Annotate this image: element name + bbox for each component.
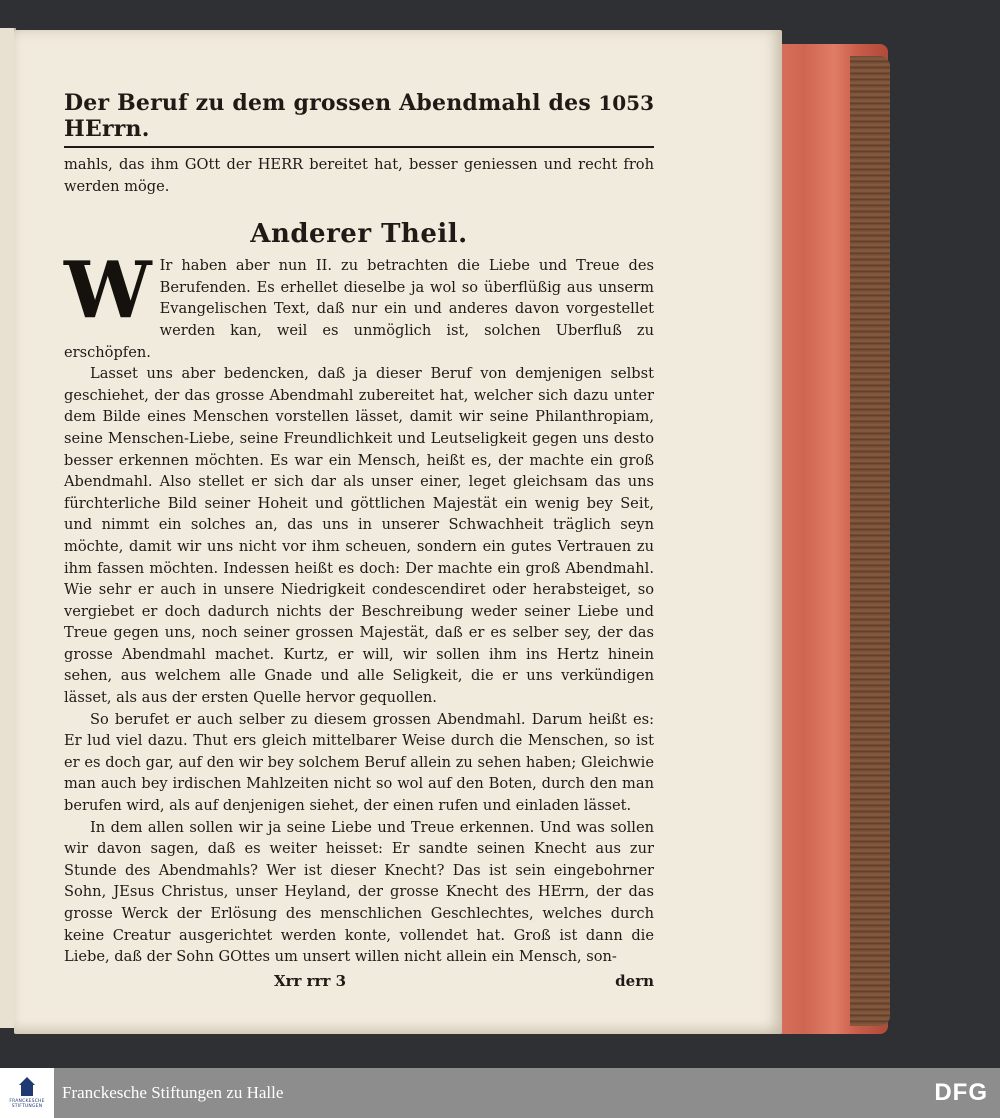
scanned-page bbox=[14, 30, 782, 1034]
opening-lines: mahls, das ihm GOtt der HERR bereitet hat, besser geniessen und recht froh werden möge. bbox=[64, 156, 654, 195]
dfg-logo[interactable]: DFG bbox=[934, 1079, 988, 1106]
drop-cap: W bbox=[64, 245, 152, 337]
paragraph-2: Lasset uns aber bedencken, daß ja dieser Beruf von demjenigen selbst geschiehet, der das grosse Abendmahl zubereitet hat, welcher sich dazu unter dem Bilde eines Menschen vorstellen lässet, damit wir seine Philanthropiam, seine Menschen-Liebe, seine Freundlichkeit und Leutseligkeit gegen uns desto besser erkennen möchten. Es war ein Mensch, heißt es, der machte ein groß Abendmahl. Also stellet er sich dar als unser einer, leget gleichsam das uns fürchterliche Bild seiner Hoheit und göttlichen Majestät ein wenig bey Seit, und nimmt ein solches an, das uns in unserer Schwachheit träglich seyn möchte, damit wir uns nicht vor ihm scheuen, sondern ein gutes Vertrauen zu ihm fassen möchten. Indessen heißt es doch: Der machte ein groß Abendmahl. Wie sehr er auch in unsere Niedrigkeit condescendiret oder herabsteiget, so vergiebet er doch dadurch nichts der Beschreibung weder seiner Liebe und Treue gegen uns, noch seiner grossen Majestät, daß er es selber sey, der das grosse Abendmahl machet. Kurtz, er will, wir sollen ihm ins Hertz hinein sehen, aus welchem alle Gnade und alle Seligkeit, die er uns verkündigen lässet, als aus der ersten Quelle hervor gequollen. bbox=[64, 365, 654, 707]
page-footer-line bbox=[64, 972, 654, 990]
book-cover-edge bbox=[850, 56, 890, 1026]
building-icon bbox=[16, 1077, 38, 1097]
provider-bar bbox=[0, 1068, 1000, 1118]
francke-logo[interactable] bbox=[0, 1068, 54, 1118]
paragraph-3: So berufet er auch selber zu diesem grossen Abendmahl. Darum heißt es: Er lud viel dazu. Thut ers gleich mittelbarer Weise durch die Menschen, so ist er es doch gar, auf den wir bey solchem Beruf allein zu sehen haben; Gleichwie man auch bey irdischen Mahlzeiten nicht so wol auf den Boten, durch den man berufen wird, als auf denjenigen siehet, der einen rufen und einladen lässet. bbox=[64, 710, 654, 815]
paragraph-4: In dem allen sollen wir ja seine Liebe und Treue erkennen. Und was sollen wir davon sagen, daß es weiter heisset: Er sandte seinen Knecht aus zur Stunde des Abendmahls? Wer ist dieser Knecht? Das ist sein eingebohrner Sohn, JEsus Christus, unser Heyland, der grosse Knecht des HErrn, der das grosse Werck der Erlösung des menschlichen Geschlechtes, welches durch keine Creatur ausgerichtet werden konte, vollendet hat. Groß ist dann die Liebe, daß der Sohn GOttes um unsert willen nicht allein ein Mensch, son- bbox=[64, 818, 654, 966]
logo-text: FRANCKESCHE STIFTUNGEN bbox=[9, 1099, 45, 1109]
catchword: dern bbox=[615, 971, 654, 990]
first-paragraph bbox=[64, 245, 654, 363]
page-number: 1053 bbox=[598, 91, 654, 115]
page-text-block bbox=[64, 90, 654, 990]
running-title: Der Beruf zu dem grossen Abendmahl des HErrn. bbox=[64, 90, 591, 142]
section-heading: Anderer Theil. bbox=[250, 219, 468, 250]
paragraph-1: Ir haben aber nun II. zu betrachten die Liebe und Treue des Berufenden. Es erhellet dieselbe ja wol so überflüßig aus unserm Evangelischen Text, daß nur ein und anderes davon vorgestellet werden kan, weil es unmöglich ist, solchen Uberfluß zu erschöpfen. bbox=[64, 257, 654, 361]
institution-name[interactable]: Franckesche Stiftungen zu Halle bbox=[62, 1083, 284, 1102]
running-head bbox=[64, 90, 654, 148]
signature-mark: Xrr rrr 3 bbox=[274, 971, 347, 990]
